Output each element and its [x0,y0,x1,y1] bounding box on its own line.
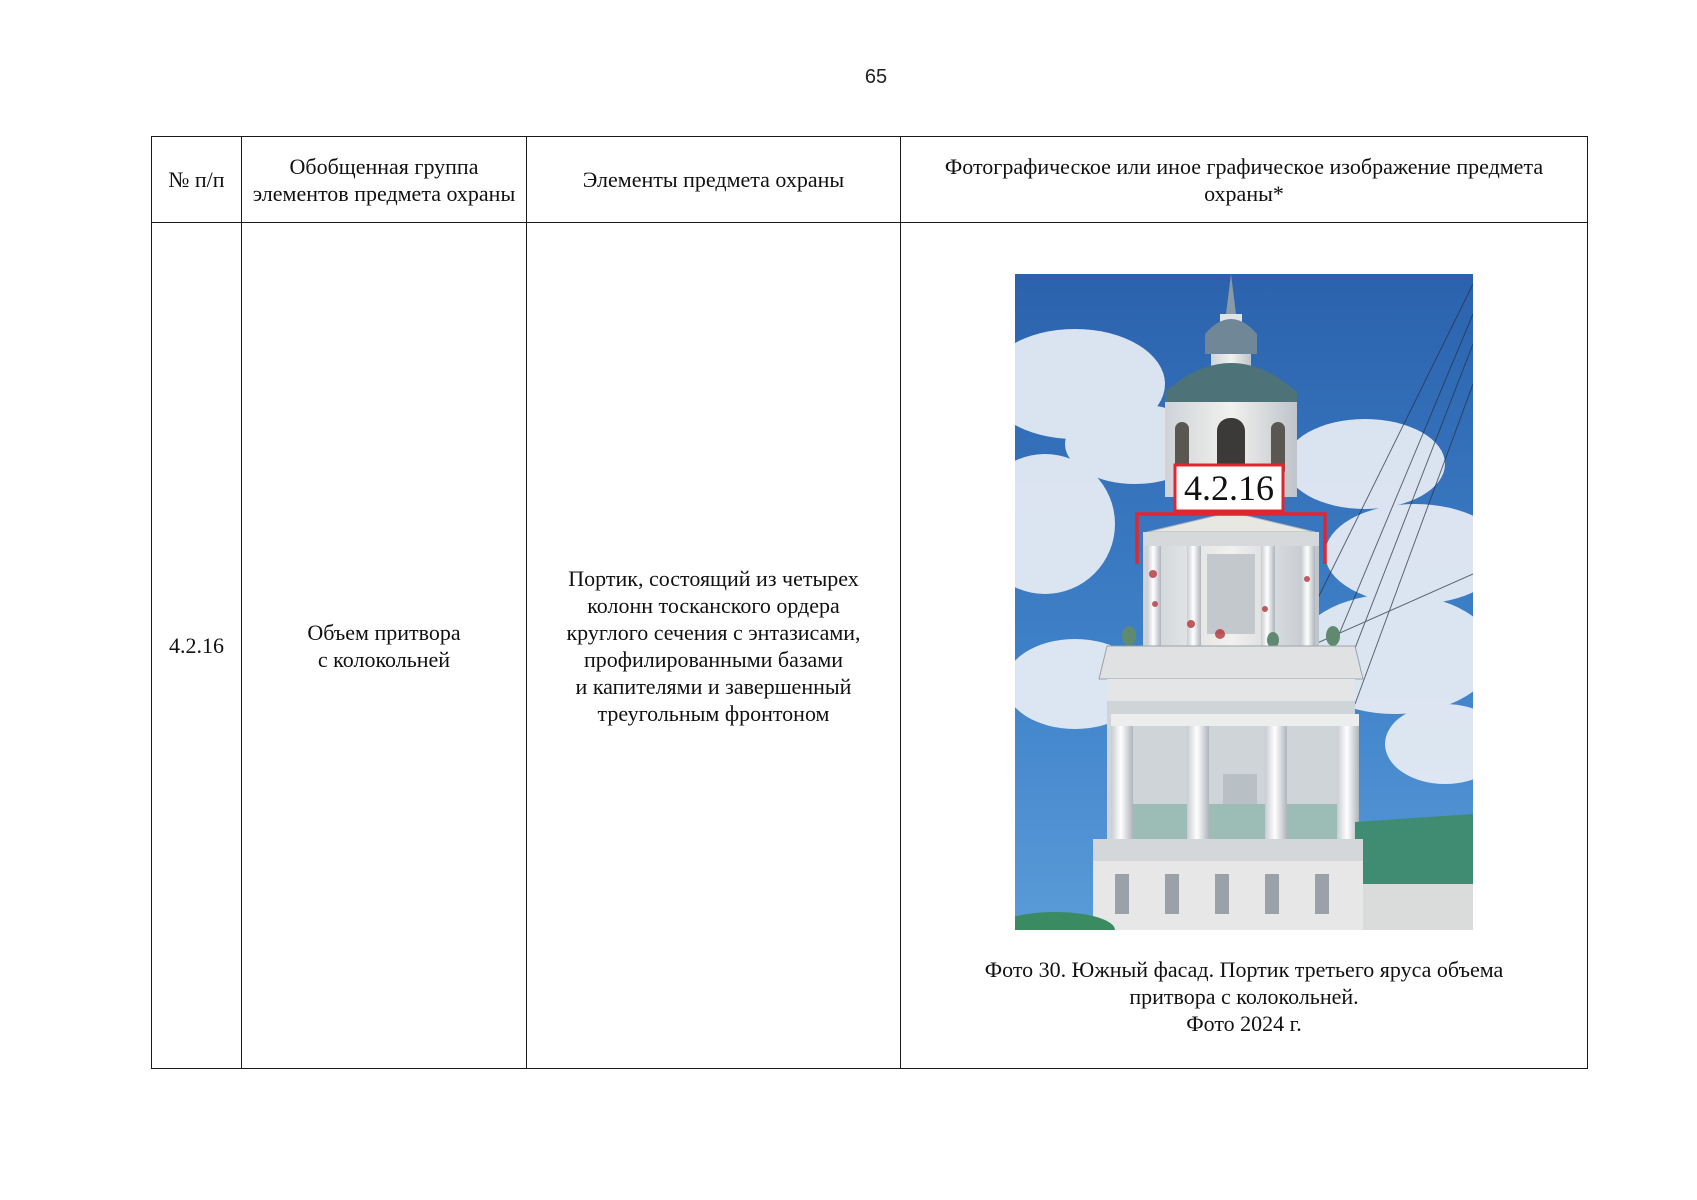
header-number: № п/п [152,137,242,223]
bell-tower-photo [1015,274,1473,930]
photo-marker-label: 4.2.16 [1184,468,1274,508]
caption-line: Фото 30. Южный фасад. Портик третьего яруса объема [984,957,1504,982]
row-group [242,223,527,1069]
row-elements [527,223,901,1069]
row-elements-line: треугольным фронтоном [597,700,830,726]
photo-caption [909,956,1579,1037]
protection-table [151,136,1588,1069]
page-number: 65 [864,66,888,88]
row-elements-line: колонн тосканского ордера [587,592,840,618]
row-elements-line: Портик, состоящий из четырех [568,565,859,591]
header-elements: Элементы предмета охраны [527,137,901,223]
header-image: Фотографическое или иное графическое изображение предмета охраны* [901,137,1588,223]
row-elements-line: и капителями и завершенный [575,673,852,699]
header-group: Обобщенная группа элементов предмета охраны [242,137,527,223]
row-elements-line: профилированными базами [583,646,844,672]
row-group-line: Объем притвора [307,619,461,645]
caption-line: Фото 2024 г. [1186,1011,1302,1036]
table-header-row [152,137,1588,223]
table-row [152,223,1588,1069]
row-number: 4.2.16 [152,223,242,1069]
caption-line: притвора с колокольней. [1129,984,1359,1009]
row-image-cell [901,223,1588,1069]
row-group-line: с колокольней [317,646,451,672]
row-elements-line: круглого сечения с энтазисами, [566,619,861,645]
